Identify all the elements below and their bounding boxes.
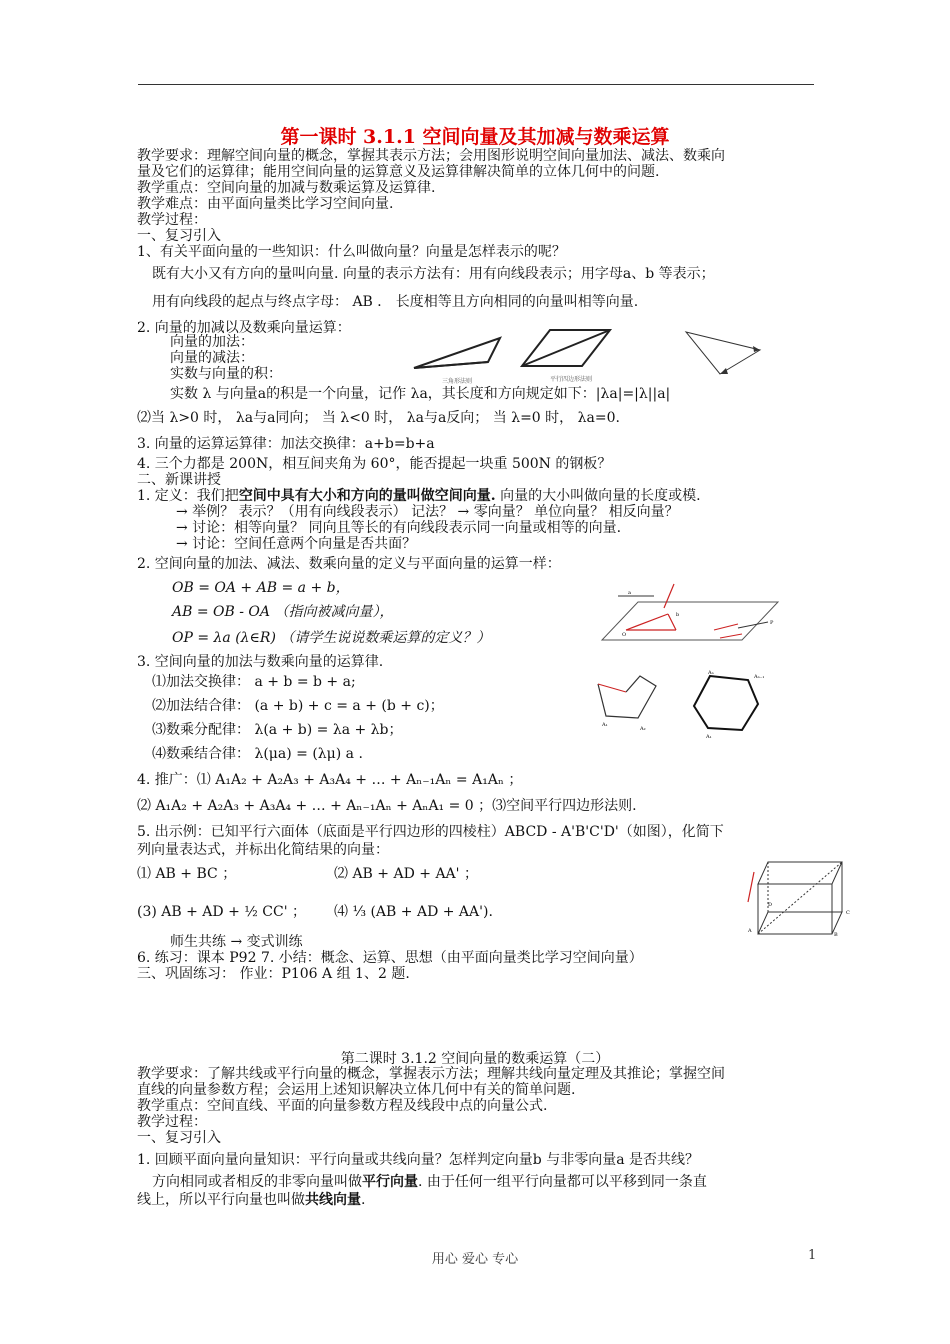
new-item-6-7: 6. 练习：课本 P92 7. 小结：概念、运算、思想（由平面向量类比学习空间向量） (137, 950, 643, 966)
lesson2-requirements-1: 教学要求：了解共线或平行向量的概念，掌握表示方法；理解共线向量定理及其推论；掌握空间 (137, 1066, 725, 1082)
lesson1-difficulty: 教学难点：由平面向量类比学习空间向量. (137, 196, 394, 212)
review-item-3: 3. 向量的运算运算律：加法交换律：a+b=b+a (137, 436, 435, 452)
space-vector-plane-figure (598, 580, 784, 644)
lesson2-title: 第二课时 3.1.2 空间向量的数乘运算（二） (340, 1051, 610, 1067)
review-vector-notation: 用有向线段的起点与终点字母： AB ． 长度相等且方向相同的向量叫相等向量. (152, 294, 639, 310)
lesson2-process: 教学过程： (137, 1114, 207, 1130)
new-item-1 (137, 488, 701, 504)
generalization-2: ⑵ A₁A₂ + A₂A₃ + A₃A₄ + … + Aₙ₋₁Aₙ + AₙA₁ = 0 ；⑶空间平行四边形法则. (137, 798, 637, 814)
definition-bold: 空间中具有大小和方向的量叫做空间向量. (238, 488, 496, 504)
definition-intro: 1. 定义：我们把 (137, 488, 239, 504)
law-scalar-associative: ⑷数乘结合律： λ(μa) = (λμ) a . (152, 746, 363, 762)
new-discussion-coplanar: → 讨论：空间任意两个向量是否共面？ (176, 536, 417, 552)
vector-b-label: b (676, 612, 680, 618)
practice-together: 师生共练 → 变式训练 (170, 934, 303, 950)
closed-An1-label: Aₙ₋₁ (754, 674, 765, 680)
lesson2-requirements-2: 直线的向量参数方程；会运用上述知识解决立体几何中有关的简单问题. (137, 1082, 576, 1098)
formula-addition: OB = OA + AB = a + b， (172, 580, 350, 596)
lesson1-key-point: 教学重点：空间向量的加减与数乘运算及运算律. (137, 180, 436, 196)
review-vector-definition: 既有大小又有方向的量叫向量. 向量的表示方法有：用有向线段表示；用字母a、b 等表示； (152, 266, 715, 282)
cube-D-label: D (768, 902, 773, 908)
new-item-3: 3. 空间向量的加法与数乘向量的运算律. (137, 654, 384, 670)
cube-C-label: C (846, 910, 850, 916)
collinear-def-tail: . (361, 1192, 366, 1208)
closed-polygon-figure (686, 666, 772, 740)
new-questions: → 举例？ 表示？（用有向线段表示） 记法？ → 零向量？ 单位向量？ 相反向量？ (176, 504, 679, 520)
scalar-product-label: 实数与向量的积： (170, 366, 282, 382)
point-P-label: P (770, 620, 774, 626)
lesson1-section-practice: 三、巩固练习： 作业：P106 A 组 1、2 题. (137, 966, 410, 982)
vector-subtraction-label: 向量的减法： (170, 350, 254, 366)
lesson2-collinear-def (137, 1192, 365, 1208)
lesson1-section-review: 一、复习引入 (137, 228, 221, 244)
lesson1-requirements-2: 量及它们的运算律；能用空间向量的运算意义及运算律解决简单的立体几何中的问题. (137, 164, 660, 180)
vector-addition-label: 向量的加法： (170, 334, 254, 350)
parallel-term: 平行向量 (362, 1174, 418, 1190)
parallel-def-intro: 方向相同或者相反的非零向量叫做 (152, 1174, 362, 1190)
chain-A2-label: A₂ (640, 726, 646, 732)
lesson1-section-new: 二、新课讲授 (137, 472, 221, 488)
header-rule (138, 84, 814, 85)
lesson2-section-review: 一、复习引入 (137, 1130, 221, 1146)
polygon-chain-figure (590, 666, 670, 736)
parallelepiped-figure (742, 842, 856, 936)
new-item-2: 2. 空间向量的加法、减法、数乘向量的定义与平面向量的运算一样： (137, 556, 561, 572)
law-distributive: ⑶数乘分配律： λ(a + b) = λa + λb； (152, 722, 403, 738)
cube-B-label: B (834, 932, 838, 938)
example-2: ⑵ AB + AD + AA' ； (334, 866, 478, 882)
law-commutative: ⑴加法交换律： a + b = b + a; (152, 674, 356, 690)
scalar-product-direction: ⑵当 λ>0 时， λa与a同向； 当 λ<0 时， λa与a反向； 当 λ=0 时， λa=0. (137, 410, 620, 426)
new-discussion-equal: → 讨论：相等向量？ 同向且等长的有向线段表示同一向量或相等的向量. (176, 520, 622, 536)
law-associative: ⑵加法结合律： (a + b) + c = a + (b + c)； (152, 698, 444, 714)
point-O-label: O (622, 632, 627, 638)
example-instruction: 列向量表达式，并标出化简结果的向量： (137, 842, 389, 858)
example-1: ⑴ AB + BC ； (137, 866, 237, 882)
definition-tail: 向量的大小叫做向量的长度或模. (495, 488, 701, 504)
footer-text: 用心 爱心 专心 (431, 1252, 519, 1267)
review-item-1: 1、有关平面向量的一些知识：什么叫做向量？向量是怎样表示的呢？ (137, 244, 566, 260)
parallelogram-rule-caption: 平行四边形法则 (550, 376, 593, 383)
review-item-2: 2. 向量的加减以及数乘向量运算： (137, 320, 351, 336)
collinear-term: 共线向量 (305, 1192, 361, 1208)
lesson1-title: 第一课时 3.1.1 空间向量及其加减与数乘运算 (280, 126, 670, 148)
chain-A1-label: A₁ (602, 722, 608, 728)
review-item-4: 4. 三个力都是 200N，相互间夹角为 60°，能否提起一块重 500N 的钢板？ (137, 456, 612, 472)
closed-A1-label: A₁ (706, 734, 712, 740)
parallel-def-tail: . 由于任何一组平行向量都可以平移到同一条直 (418, 1174, 707, 1190)
lesson1-requirements-1: 教学要求：理解空间向量的概念，掌握其表示方法；会用图形说明空间向量加法、减法、数乘向 (137, 148, 725, 164)
example-3: (3) AB + AD + ½ CC' ； (137, 904, 307, 920)
formula-subtraction: AB = OB - OA （指向被减向量）， (172, 604, 394, 620)
cube-A-label: A (748, 928, 752, 934)
lesson2-parallel-def (152, 1174, 707, 1190)
subtraction-figure (680, 328, 770, 380)
triangle-rule-figure (410, 330, 506, 386)
example-4: ⑷ ⅓ (AB + AD + AA'). (334, 904, 493, 920)
scalar-product-definition: 实数 λ 与向量a的积是一个向量，记作 λa，其长度和方向规定如下：|λa|=|λ||a| (170, 386, 671, 402)
triangle-rule-caption: 三角形法则 (442, 378, 473, 385)
new-item-4: 4. 推广：⑴ A₁A₂ + A₂A₃ + A₃A₄ + … + Aₙ₋₁Aₙ = A₁Aₙ ； (137, 772, 523, 788)
lesson2-review-1: 1. 回顾平面向量向量知识：平行向量或共线向量？怎样判定向量b 与非零向量a 是否共线？ (137, 1152, 700, 1168)
parallelogram-rule-figure (520, 326, 616, 384)
new-item-5: 5. 出示例：已知平行六面体（底面是平行四边形的四棱柱）ABCD - A'B'C'D'（如图），化简下 (137, 824, 724, 840)
formula-scalar: OP = λa (λ∈R) （请学生说说数乘运算的定义？） (172, 630, 491, 646)
collinear-def-intro: 线上，所以平行向量也叫做 (137, 1192, 305, 1208)
lesson2-key-point: 教学重点：空间直线、平面的向量参数方程及线段中点的向量公式. (137, 1098, 548, 1114)
lesson1-process: 教学过程： (137, 212, 207, 228)
page-number: 1 (808, 1248, 817, 1263)
closed-An-label: Aₙ (708, 670, 714, 676)
vector-a-label: a (628, 590, 631, 596)
